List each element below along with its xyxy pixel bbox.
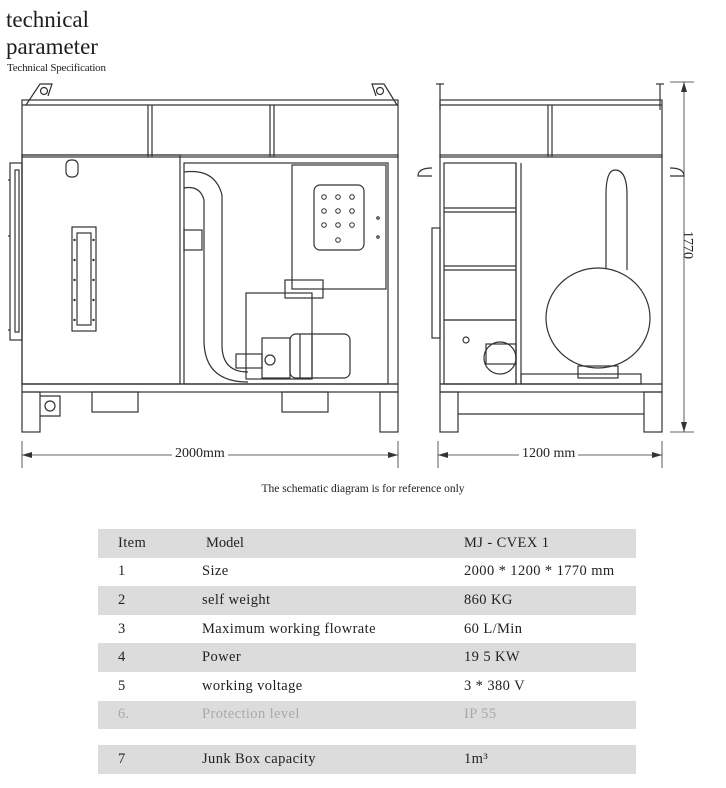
spec-table: [98, 529, 636, 774]
table-header-row: [98, 529, 636, 558]
row-name: Protection level: [202, 706, 300, 723]
row-name: Size: [202, 563, 229, 580]
table-spacer: [98, 729, 636, 745]
table-row: [98, 558, 636, 587]
row-value: 19 5 KW: [464, 649, 520, 666]
row-value: 860 KG: [464, 591, 513, 608]
row-value: 3 * 380 V: [464, 677, 525, 694]
row-item: 2: [118, 591, 126, 608]
row-name: self weight: [202, 591, 271, 608]
row-item: 1: [118, 563, 126, 580]
row-value: 1m³: [464, 750, 489, 767]
width-dimension-front: 2000mm: [172, 446, 228, 462]
row-item: 5: [118, 677, 126, 694]
row-name: working voltage: [202, 677, 303, 694]
row-value: IP 55: [464, 706, 497, 723]
row-item: 4: [118, 649, 126, 666]
table-row: [98, 615, 636, 644]
row-value: 60 L/Min: [464, 620, 523, 637]
row-name: Power: [202, 649, 242, 666]
table-row: [98, 672, 636, 701]
width-dimension-side: 1200 mm: [519, 446, 578, 462]
row-name: Junk Box capacity: [202, 750, 316, 767]
table-row: [98, 701, 636, 730]
header-item: Item: [118, 534, 147, 551]
row-name: Maximum working flowrate: [202, 620, 376, 637]
title-line-2: parameter: [6, 34, 98, 59]
height-dimension: 1770: [680, 231, 695, 259]
reference-note: The schematic diagram is for reference only: [261, 483, 465, 495]
row-value: 2000 * 1200 * 1770 mm: [464, 563, 615, 580]
table-row: [98, 586, 636, 615]
table-row: [98, 643, 636, 672]
page-subtitle: Technical Specification: [7, 62, 106, 74]
row-item: 6.: [118, 706, 130, 723]
row-item: 3: [118, 620, 126, 637]
title-line-1: technical: [6, 7, 90, 32]
header-model: Model: [206, 534, 244, 551]
row-item: 7: [118, 750, 126, 767]
table-row: [98, 745, 636, 774]
header-model-value: MJ - CVEX 1: [464, 534, 550, 551]
